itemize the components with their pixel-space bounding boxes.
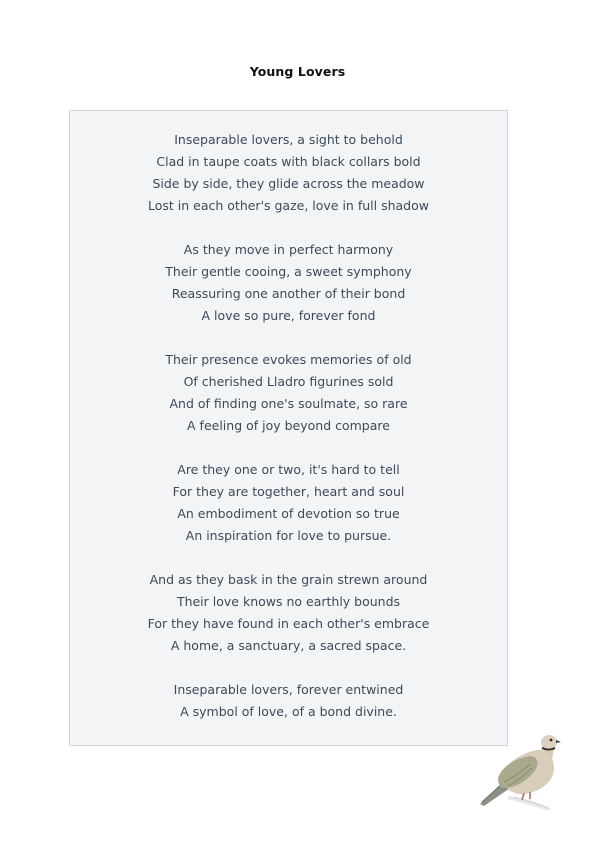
stanza-2: [70, 239, 507, 327]
poem-line: Clad in taupe coats with black collars bold: [156, 154, 421, 169]
poem-line: A symbol of love, of a bond divine.: [180, 704, 397, 719]
poem-line: Their gentle cooing, a sweet symphony: [165, 264, 412, 279]
poem-line: An embodiment of devotion so true: [177, 506, 400, 521]
poem-line: Inseparable lovers, a sight to behold: [174, 132, 403, 147]
stanza-4: [70, 459, 507, 547]
poem-text: [70, 129, 507, 745]
poem-line: Their love knows no earthly bounds: [176, 594, 401, 609]
poem-line: Their presence evokes memories of old: [165, 352, 412, 367]
poem-line: Of cherished Lladro figurines sold: [183, 374, 394, 389]
poem-line: And of finding one's soulmate, so rare: [169, 396, 408, 411]
poem-line: Inseparable lovers, forever entwined: [173, 682, 404, 697]
poem-line: For they have found in each other's embrace: [147, 616, 430, 631]
poem-line: As they move in perfect harmony: [183, 242, 394, 257]
poem-line: For they are together, heart and soul: [172, 484, 405, 499]
page-title: Young Lovers: [249, 64, 346, 79]
stanza-1: [70, 129, 507, 217]
poem-line: And as they bask in the grain strewn around: [149, 572, 428, 587]
poem-line: A love so pure, forever fond: [201, 308, 376, 323]
poem-line: A feeling of joy beyond compare: [187, 418, 390, 433]
poem-box: [69, 110, 508, 746]
poem-line: Are they one or two, it's hard to tell: [177, 462, 400, 477]
poem-line: Lost in each other's gaze, love in full shadow: [148, 198, 429, 213]
stanza-5: [70, 569, 507, 657]
dove-illustration: [474, 726, 566, 812]
stanza-3: [70, 349, 507, 437]
poem-line: A home, a sanctuary, a sacred space.: [170, 638, 407, 653]
poem-line: Reassuring one another of their bond: [171, 286, 406, 301]
poem-line: Side by side, they glide across the meadow: [152, 176, 425, 191]
poem-line: An inspiration for love to pursue.: [185, 528, 392, 543]
stanza-6: [70, 679, 507, 723]
